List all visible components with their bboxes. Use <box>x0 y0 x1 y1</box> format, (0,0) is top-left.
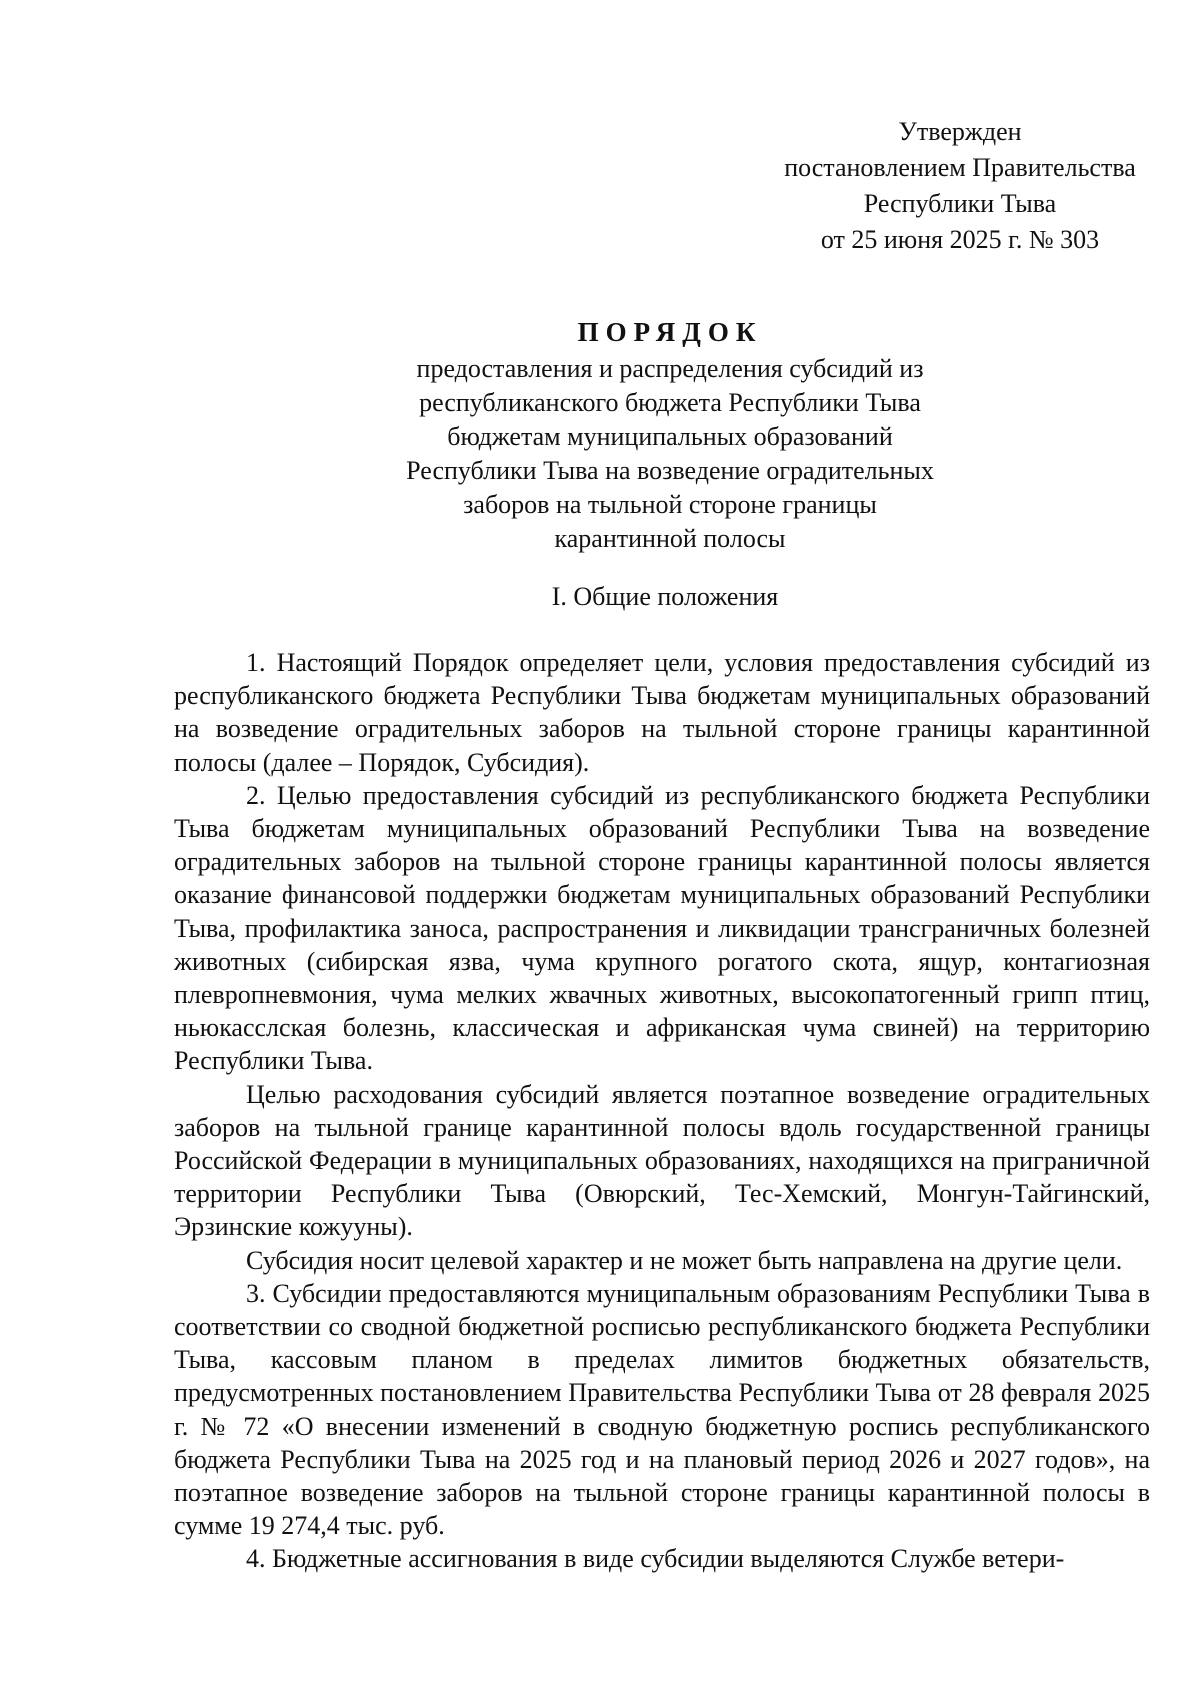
section-heading: I. Общие положения <box>551 582 779 611</box>
approval-line-approved: Утвержден <box>898 117 1022 146</box>
approval-block <box>740 114 1180 258</box>
approval-line-date-number: от 25 июня 2025 г. № 303 <box>820 225 1100 254</box>
paragraph-1: 1. Настоящий Порядок определяет цели, условия предоставления субсидий из республиканского бюджета Республики Тыва бюджетам муниципальных образований на возведение оградительных заборов на тыльной стороне границы карантинной полосы (далее – Порядок, Субсидия). <box>174 648 1150 777</box>
subtitle-line: бюджетам муниципальных образований <box>447 422 893 451</box>
document-title: ПОРЯДОК <box>577 317 763 347</box>
approval-line-republic: Республики Тыва <box>863 189 1057 218</box>
paragraph-2: 2. Целью предоставления субсидий из республиканского бюджета Республики Тыва бюджетам муниципальных образований Республики Тыва на возведение оградительных заборов на тыльной стороне границы карантинной полосы является оказание финансовой поддержки бюджетам муниципальных образований Республики Тыва, профилактика заноса, распространения и ликвидации трансграничных болезней животных (сибирская язва, чума крупного рогатого скота, ящур, контагиозная плевропневмония, чума мелких жвачных животных, высокопатогенный грипп птиц, ньюкасслская болезнь, классическая и африканская чума свиней) на территорию Республики Тыва. <box>174 780 1150 1076</box>
document-subtitle <box>340 352 1000 556</box>
paragraph-3: 3. Субсидии предоставляются муниципальным образованиям Республики Тыва в соответствии со сводной бюджетной росписью республиканского бюджета Республики Тыва, кассовым планом в пределах лимитов бюджетных обязательств, предусмотренных постановлением Правительства Республики Тыва от 28 февраля 2025 г. № 72 «О внесении изменений в сводную бюджетную роспись республиканского бюджета Республики Тыва на 2025 год и на плановый период 2026 и 2027 годов», на поэтапное возведение заборов на тыльной стороне границы карантинной полосы в сумме 19 274,4 тыс. руб. <box>174 1278 1150 1541</box>
subtitle-line: карантинной полосы <box>554 524 786 553</box>
subtitle-line: Республики Тыва на возведение оградительных <box>406 456 934 485</box>
paragraph-2-target: Субсидия носит целевой характер и не может быть направлена на другие цели. <box>246 1245 1123 1275</box>
approval-line-resolution: постановлением Правительства <box>784 153 1136 182</box>
document-body <box>174 646 1150 1576</box>
subtitle-line: предоставления и распределения субсидий из <box>416 354 924 383</box>
paragraph-4: 4. Бюджетные ассигнования в виде субсидии выделяются Службе ветери- <box>246 1544 1065 1574</box>
subtitle-line: республиканского бюджета Республики Тыва <box>419 388 921 417</box>
subtitle-line: заборов на тыльной стороне границы <box>463 490 877 519</box>
paragraph-2-purpose: Целью расходования субсидий является поэтапное возведение оградительных заборов на тыльной границе карантинной полосы вдоль государственной границы Российской Федерации в муниципальных образованиях, находящихся на приграничной территории Республики Тыва (Овюрский, Тес-Хемский, Монгун-Тайгинский, Эрзинские кожууны). <box>174 1079 1150 1242</box>
